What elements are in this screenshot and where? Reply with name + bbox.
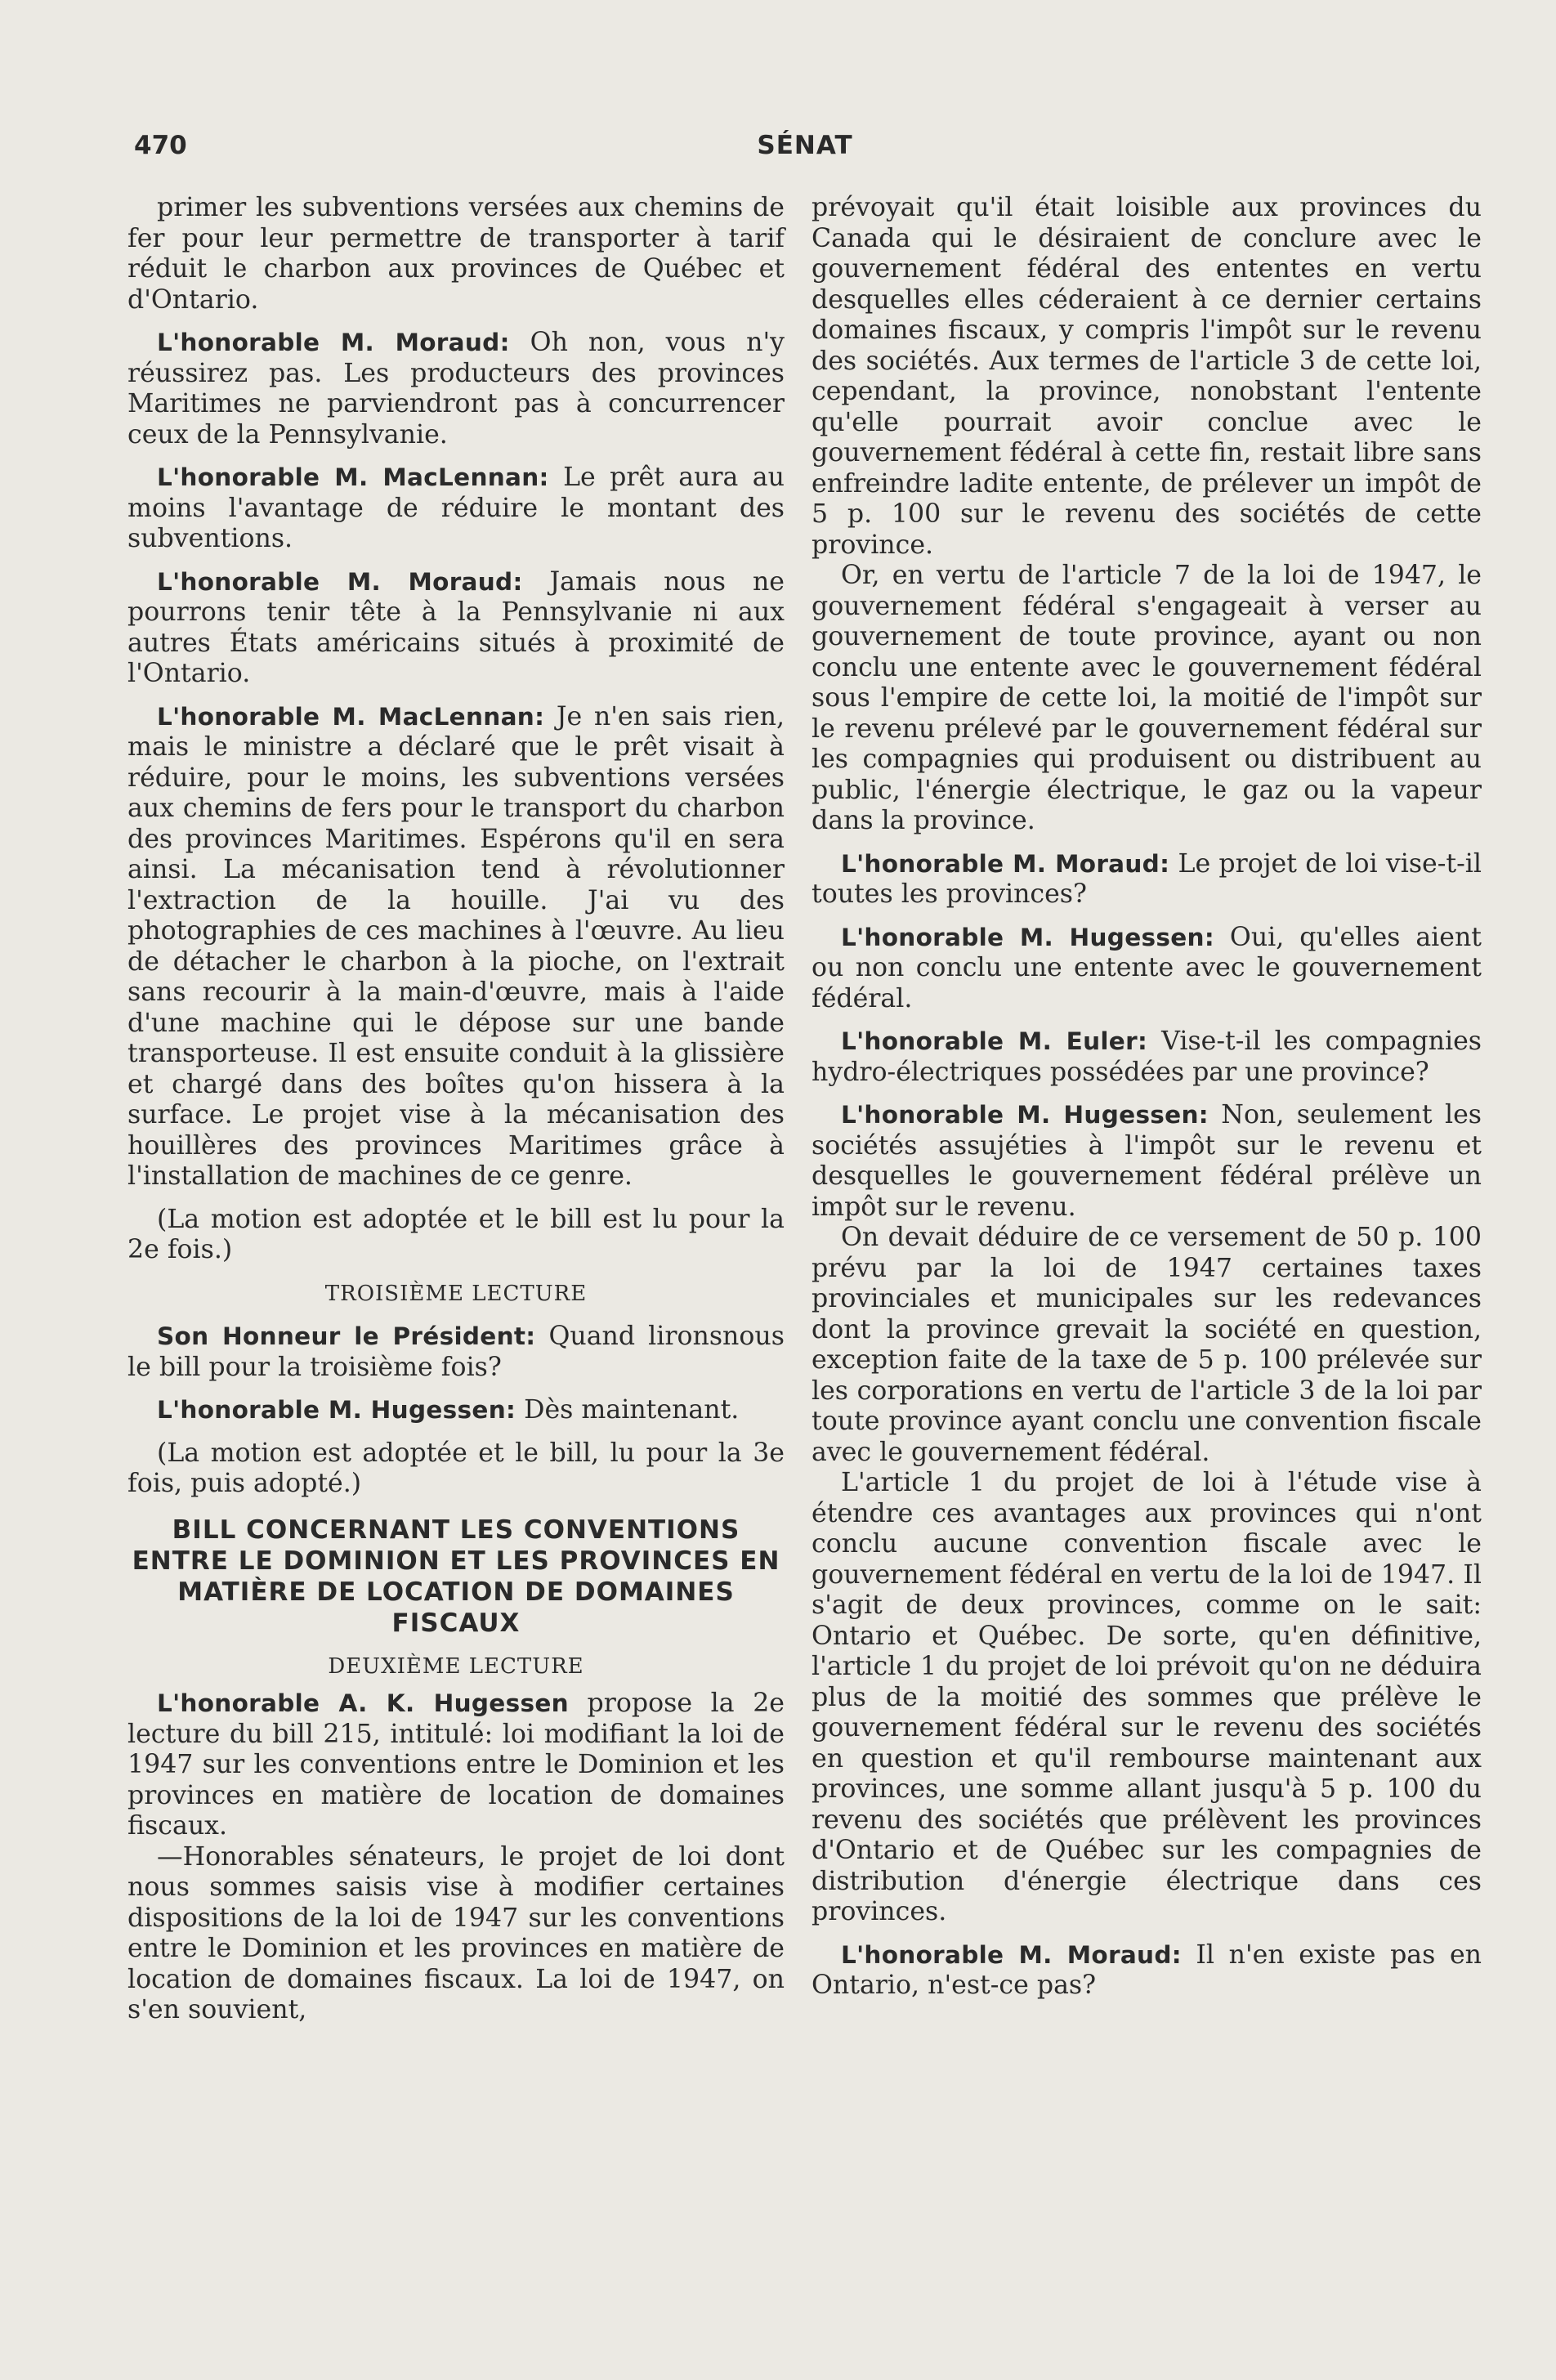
paragraph: Or, en vertu de l'article 7 de la loi de 1947, le gouvernement fédéral s'engageait à verser au gouvernement de toute province, ayant ou non conclu une entente avec le gouvernement fédéral sous l'empire de cette loi, la moitié de l'impôt sur le revenu prélevé par le gouvernement fédéral sur les compagnies qui produisent ou distribuent au public, l'énergie électrique, le gaz ou la vapeur dans la province. xyxy=(812,561,1482,835)
paragraph: prévoyait qu'il était loisible aux provinces du Canada qui le désiraient de conclure avec le gouvernement fédéral des ententes en vertu desquelles elles céderaient à ce dernier certains domaines fiscaux, y compris l'impôt sur le revenu des sociétés. Aux termes de l'article 3 de cette loi, cependant, la province, nonobstant l'entente qu'elle pourrait avoir conclue avec le gouvernement fédéral à cette fin, restait libre sans enfreindre ladite entente, de prélever un impôt de 5 p. 100 sur le revenu des sociétés de cette province. xyxy=(812,193,1482,560)
speech-paragraph xyxy=(127,1689,785,1842)
paragraph: (La motion est adoptée et le bill, lu pour la 3e fois, puis adopté.) xyxy=(127,1438,785,1498)
page-number: 470 xyxy=(134,131,187,160)
speaker-name: L'honorable M. Euler: xyxy=(841,1027,1148,1055)
speech-paragraph xyxy=(127,463,785,555)
running-head: SÉNAT xyxy=(757,131,853,160)
speech-paragraph xyxy=(127,702,785,1192)
speech-paragraph xyxy=(812,923,1482,1015)
speaker-name: L'honorable M. Moraud: xyxy=(841,1940,1182,1969)
speech-text: Quand lironsnous le bill pour la troisième fois? xyxy=(127,1322,785,1382)
speaker-name: L'honorable M. Moraud: xyxy=(841,849,1170,878)
section-heading: TROISIÈME LECTURE xyxy=(324,1281,588,1306)
speech-paragraph xyxy=(812,1100,1482,1223)
speech-paragraph xyxy=(812,849,1482,910)
speaker-name: L'honorable A. K. Hugessen xyxy=(157,1689,569,1717)
speech-text: Le projet de loi vise-t-il toutes les provinces? xyxy=(812,848,1482,909)
paragraph: L'article 1 du projet de loi à l'étude vise à étendre ces avantages aux provinces qui n'ont conclu aucune convention fiscale avec le gouvernement fédéral en vertu de la loi de 1947. Il s'agit de deux provinces, comme on le sait: Ontario et Québec. De sorte, qu'en définitive, l'article 1 du projet de loi prévoit qu'on ne déduira plus de la moitié des sommes que prélève le gouvernement fédéral sur le revenu des sociétés en question et qu'il rembourse maintenant aux provinces, une somme allant jusqu'à 5 p. 100 du revenu des sociétés que prélèvent les provinces d'Ontario et de Québec sur les compagnies de distribution d'énergie électrique dans ces provinces. xyxy=(812,1468,1482,1926)
paragraph: primer les subventions versées aux chemins de fer pour leur permettre de transporter à tarif réduit le charbon aux provinces de Québec et d'Ontario. xyxy=(127,193,785,315)
speech-text: propose la 2e lecture du bill 215, intitulé: loi modifiant la loi de 1947 sur les conventions entre le Dominion et les provinces en matière de location de domaines fiscaux. xyxy=(127,1689,785,1841)
speech-paragraph xyxy=(127,1322,785,1383)
speech-paragraph xyxy=(812,1940,1482,2002)
speaker-name: L'honorable M. Hugessen: xyxy=(841,1101,1209,1129)
paragraph: (La motion est adoptée et le bill est lu pour la 2e fois.) xyxy=(127,1204,785,1264)
speech-text: Il n'en existe pas en Ontario, n'est-ce pas? xyxy=(812,1939,1482,2000)
speaker-name: L'honorable M. Hugessen: xyxy=(841,923,1214,951)
speech-text: Oui, qu'elles aient ou non conclu une entente avec le gouvernement fédéral. xyxy=(812,922,1482,1013)
speech-text: Je n'en sais rien, mais le ministre a déclaré que le prêt visait à réduire, pour le moins, les subventions versées aux chemins de fers pour le transport du charbon des provinces Maritimes. Espérons qu'il en sera ainsi. La mécanisation tend à révolutionner l'extraction de la houille. J'ai vu des photographies de ces machines à l'œuvre. Au lieu de détacher le charbon à la pioche, on l'extrait sans recourir à la main-d'œuvre, mais à l'aide d'une machine qui le dépose sur une bande transporteuse. Il est ensuite conduit à la glissière et chargé dans des boîtes qu'on hissera à la surface. Le projet vise à la mécanisation des houillères des provinces Maritimes grâce à l'installation de machines de ce genre. xyxy=(127,701,785,1191)
speaker-name: L'honorable M. Moraud: xyxy=(157,567,523,596)
left-column xyxy=(127,193,785,2026)
paragraph: On devait déduire de ce versement de 50 p. 100 prévu par la loi de 1947 certaines taxes provinciales et municipales sur les redevances dont la province grevait la société en question, exception faite de la taxe de 5 p. 100 prélevée sur les corporations en vertu de l'article 3 de la loi par toute province ayant conclu une convention fiscale avec le gouvernement fédéral. xyxy=(812,1223,1482,1467)
speaker-name: Son Honneur le Président: xyxy=(157,1322,536,1350)
speaker-name: L'honorable M. Hugessen: xyxy=(157,1396,516,1424)
speech-text: Non, seulement les sociétés assujéties à l'impôt sur le revenu et desquelles le gouvernement fédéral prélève un impôt sur le revenu. xyxy=(812,1100,1482,1222)
speech-text: Oh non, vous n'y réussirez pas. Les producteurs des provinces Maritimes ne parviendront pas à concurrencer ceux de la Pennsylvanie. xyxy=(127,328,785,450)
right-column xyxy=(812,193,1482,2002)
speaker-name: L'honorable M. Moraud: xyxy=(157,329,510,356)
speech-text: Dès maintenant. xyxy=(516,1395,740,1425)
speech-paragraph xyxy=(127,328,785,450)
speech-text: Le prêt aura au moins l'avantage de réduire le montant des subventions. xyxy=(127,463,785,553)
speech-text: Vise-t-il les compagnies hydro-électriques possédées par une province? xyxy=(812,1027,1482,1087)
speech-paragraph xyxy=(127,567,785,690)
section-heading: DEUXIÈME LECTURE xyxy=(328,1653,584,1679)
speech-text: Jamais nous ne pourrons tenir tête à la Pennsylvanie ni aux autres États américains situés à proximité de l'Ontario. xyxy=(127,566,785,688)
paragraph: —Honorables sénateurs, le projet de loi dont nous sommes saisis vise à modifier certaines dispositions de la loi de 1947 sur les conventions entre le Dominion et les provinces en matière de location de domaines fiscaux. La loi de 1947, on s'en souvient, xyxy=(127,1841,785,2024)
speaker-name: L'honorable M. MacLennan: xyxy=(157,702,545,731)
speech-paragraph xyxy=(812,1027,1482,1088)
speech-paragraph xyxy=(127,1395,785,1426)
page-header xyxy=(131,131,1479,167)
speaker-name: L'honorable M. MacLennan: xyxy=(157,463,549,491)
bill-title: BILL CONCERNANT LES CONVENTIONS ENTRE LE DOMINION ET LES PROVINCES EN MATIÈRE DE LOCATION DE DOMAINES FISCAUX xyxy=(132,1514,780,1638)
